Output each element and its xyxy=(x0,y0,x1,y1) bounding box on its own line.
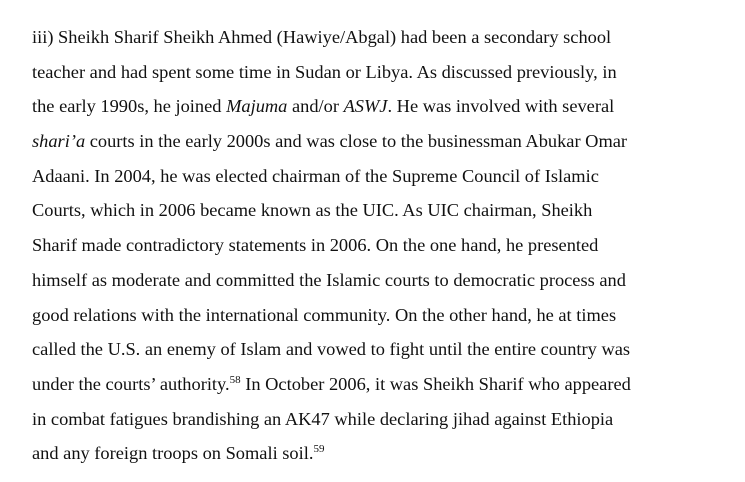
text-segment: teacher and had spent some time in Sudan or Libya. As discussed previously, in xyxy=(32,61,617,82)
text-segment: the early 1990s, he joined xyxy=(32,96,227,117)
italic-term: ASWJ xyxy=(343,96,388,117)
text-line xyxy=(32,89,696,124)
text-segment: Courts, which in 2006 became known as the UIC. As UIC chairman, Sheikh xyxy=(32,200,593,221)
text-line xyxy=(32,263,696,298)
text-segment: called the U.S. an enemy of Islam and vowed to fight until the entire country was xyxy=(32,339,631,360)
text-segment: and any foreign troops on Somali soil. xyxy=(32,443,314,464)
italic-term: Majuma xyxy=(226,96,288,117)
text-segment: under the courts’ authority. xyxy=(32,373,230,394)
text-line xyxy=(32,55,696,90)
text-segment: iii) Sheikh Sharif Sheikh Ahmed (Hawiye/Abgal) had been a secondary school xyxy=(32,27,612,47)
text-segment: In October 2006, it was Sheikh Sharif who appeared xyxy=(240,373,631,394)
text-line xyxy=(32,402,696,437)
text-line xyxy=(32,436,696,471)
text-line xyxy=(32,298,696,333)
text-segment: courts in the early 2000s and was close to the businessman Abukar Omar xyxy=(85,131,628,152)
text-line xyxy=(32,228,696,263)
paragraph-body xyxy=(32,20,696,471)
italic-term: shari’a xyxy=(32,131,86,152)
text-line xyxy=(32,367,696,402)
text-segment: . He was involved with several xyxy=(387,96,615,117)
text-line xyxy=(32,159,696,194)
text-line xyxy=(32,124,696,159)
footnote-reference: 59 xyxy=(313,443,325,456)
text-segment: Sharif made contradictory statements in 2006. On the one hand, he presented xyxy=(32,235,599,256)
text-segment: in combat fatigues brandishing an AK47 while declaring jihad against Ethiopia xyxy=(32,408,614,429)
text-segment: himself as moderate and committed the Islamic courts to democratic process and xyxy=(32,269,626,290)
text-segment: good relations with the international community. On the other hand, he at times xyxy=(32,304,617,325)
text-line xyxy=(32,193,696,228)
text-segment: and/or xyxy=(287,96,344,117)
text-segment: Adaani. In 2004, he was elected chairman of the Supreme Council of Islamic xyxy=(32,165,599,186)
footnote-reference: 58 xyxy=(229,373,241,386)
text-line xyxy=(32,332,696,367)
text-line xyxy=(32,20,696,55)
